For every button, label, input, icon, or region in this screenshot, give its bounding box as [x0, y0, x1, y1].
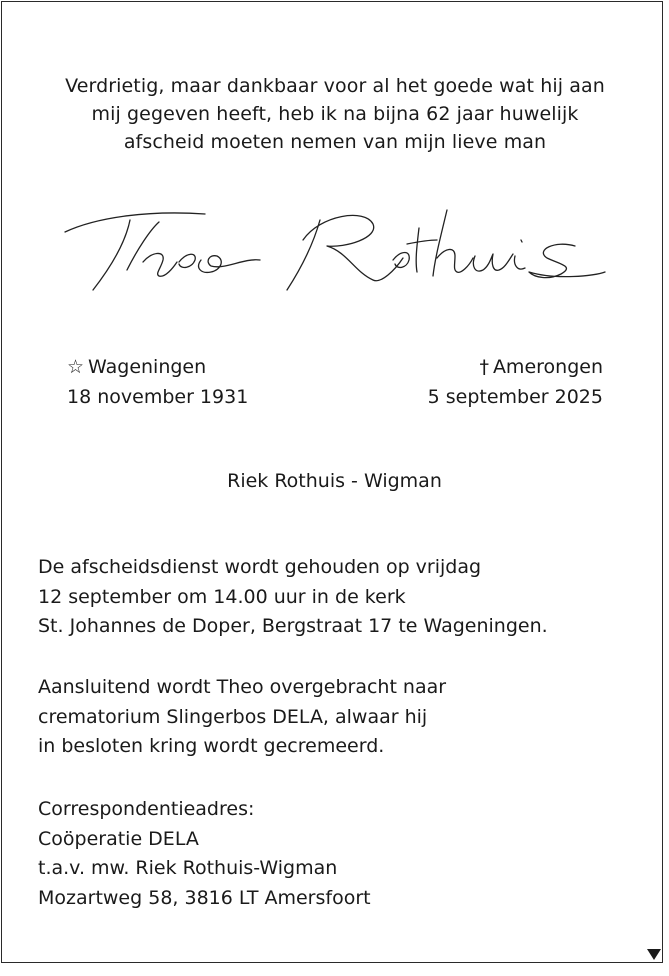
birth-info — [67, 352, 248, 412]
death-place: Amerongen — [492, 356, 603, 378]
spouse-name: Riek Rothuis - Wigman — [227, 470, 442, 492]
correspondence-address — [38, 795, 371, 913]
death-date: 5 september 2025 — [427, 386, 603, 408]
arrow-down-icon[interactable] — [647, 949, 661, 960]
service-line: De afscheidsdienst wordt gehouden op vrijdag — [38, 556, 482, 578]
handwritten-name-graphic — [55, 200, 610, 300]
birth-date: 18 november 1931 — [67, 386, 249, 408]
death-place-line — [428, 352, 603, 382]
cremation-line: in besloten kring wordt gecremeerd. — [38, 735, 385, 757]
deceased-name-signature — [55, 200, 610, 300]
birth-place-line — [67, 352, 248, 382]
service-line: 12 september om 14.00 uur in de kerk — [38, 585, 406, 608]
cremation-details — [38, 673, 446, 762]
correspondence-line: Mozartweg 58, 3816 LT Amersfoort — [38, 886, 371, 909]
correspondence-line: Coöperatie DELA — [38, 827, 199, 850]
death-info — [428, 352, 603, 412]
service-line: St. Johannes de Doper, Bergstraat 17 te Wageningen. — [38, 615, 548, 637]
birth-place: Wageningen — [88, 356, 207, 378]
service-details — [38, 553, 548, 642]
correspondence-heading: Correspondentieadres: — [38, 798, 255, 820]
cremation-line: crematorium Slingerbos DELA, alwaar hij — [38, 705, 428, 728]
cross-icon: † — [479, 356, 489, 378]
correspondence-line: t.a.v. mw. Riek Rothuis-Wigman — [38, 857, 338, 879]
intro-line: afscheid moeten nemen van mijn lieve man — [123, 131, 547, 153]
intro-line: mij gegeven heeft, heb ik na bijna 62 jaar huwelijk — [91, 103, 579, 125]
star-icon: ☆ — [67, 356, 85, 378]
intro-text — [30, 72, 640, 156]
intro-line: Verdrietig, maar dankbaar voor al het goede wat hij aan — [65, 75, 605, 97]
cremation-line: Aansluitend wordt Theo overgebracht naar — [38, 676, 447, 698]
